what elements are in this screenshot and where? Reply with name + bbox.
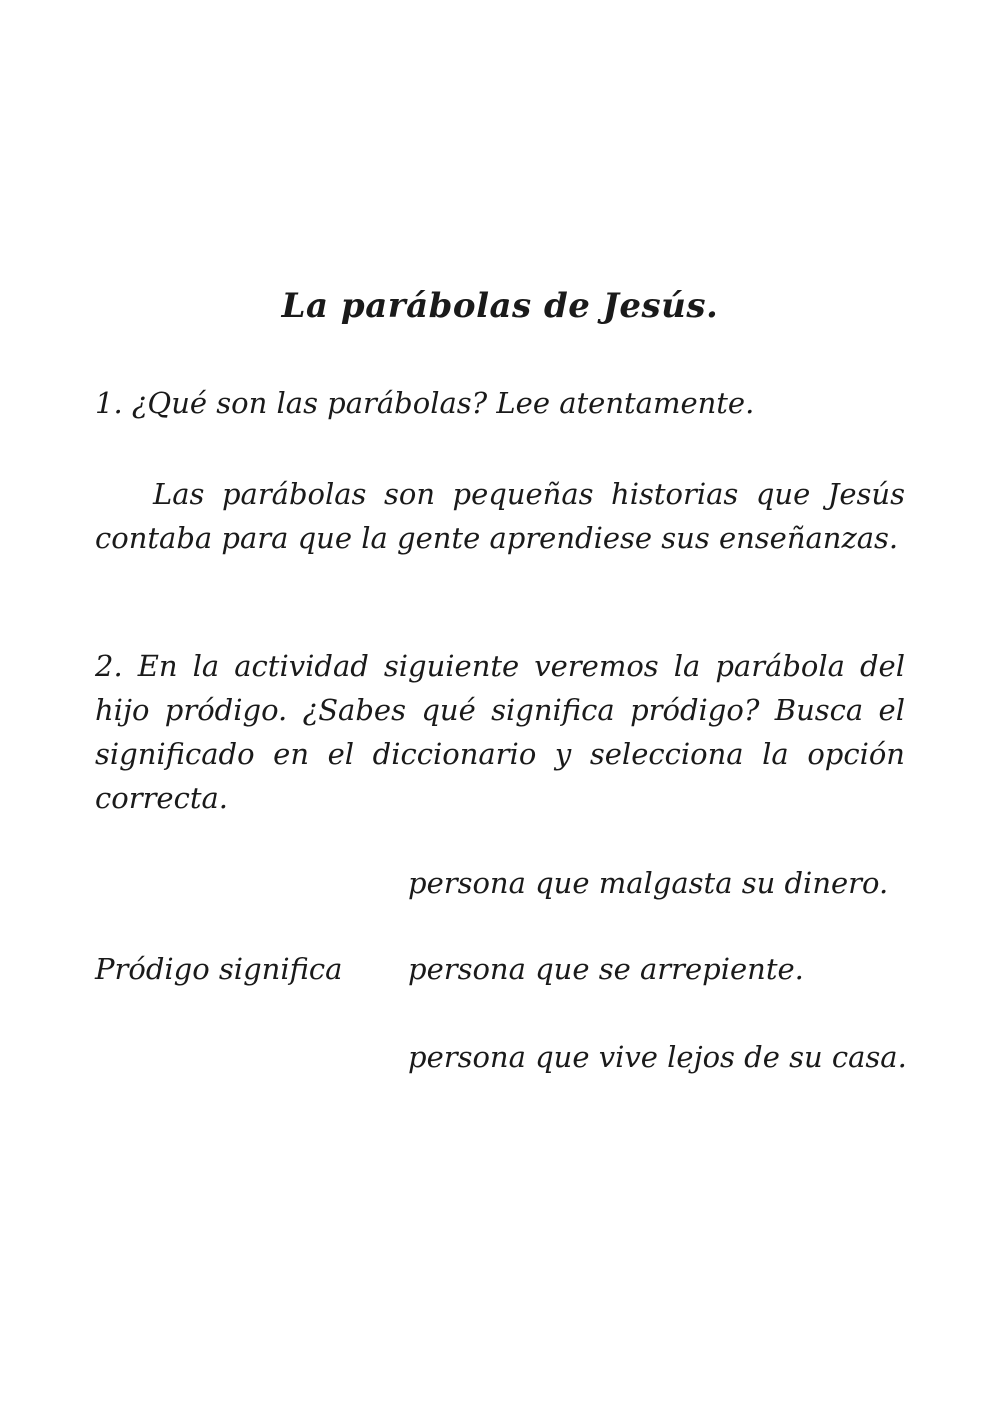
answer-lead-text: Pródigo significa bbox=[95, 952, 343, 986]
worksheet-title: La parábolas de Jesús. bbox=[281, 286, 719, 326]
question-2-prompt: 2. En la actividad siguiente veremos la parábola del hijo pródigo. ¿Sabes qué significa pródigo? Busca el significado en el diccionario y selecciona la opción correcta. bbox=[95, 649, 905, 815]
answer-option-2[interactable]: persona que se arrepiente. bbox=[408, 952, 804, 986]
answer-option-3[interactable]: persona que vive lejos de su casa. bbox=[408, 1040, 907, 1074]
question-1-prompt: 1. ¿Qué son las parábolas? Lee atentamente. bbox=[95, 386, 755, 420]
question-1-paragraph: Las parábolas son pequeñas historias que Jesús contaba para que la gente aprendiese sus enseñanzas. bbox=[95, 477, 905, 555]
answer-option-1[interactable]: persona que malgasta su dinero. bbox=[408, 866, 889, 900]
